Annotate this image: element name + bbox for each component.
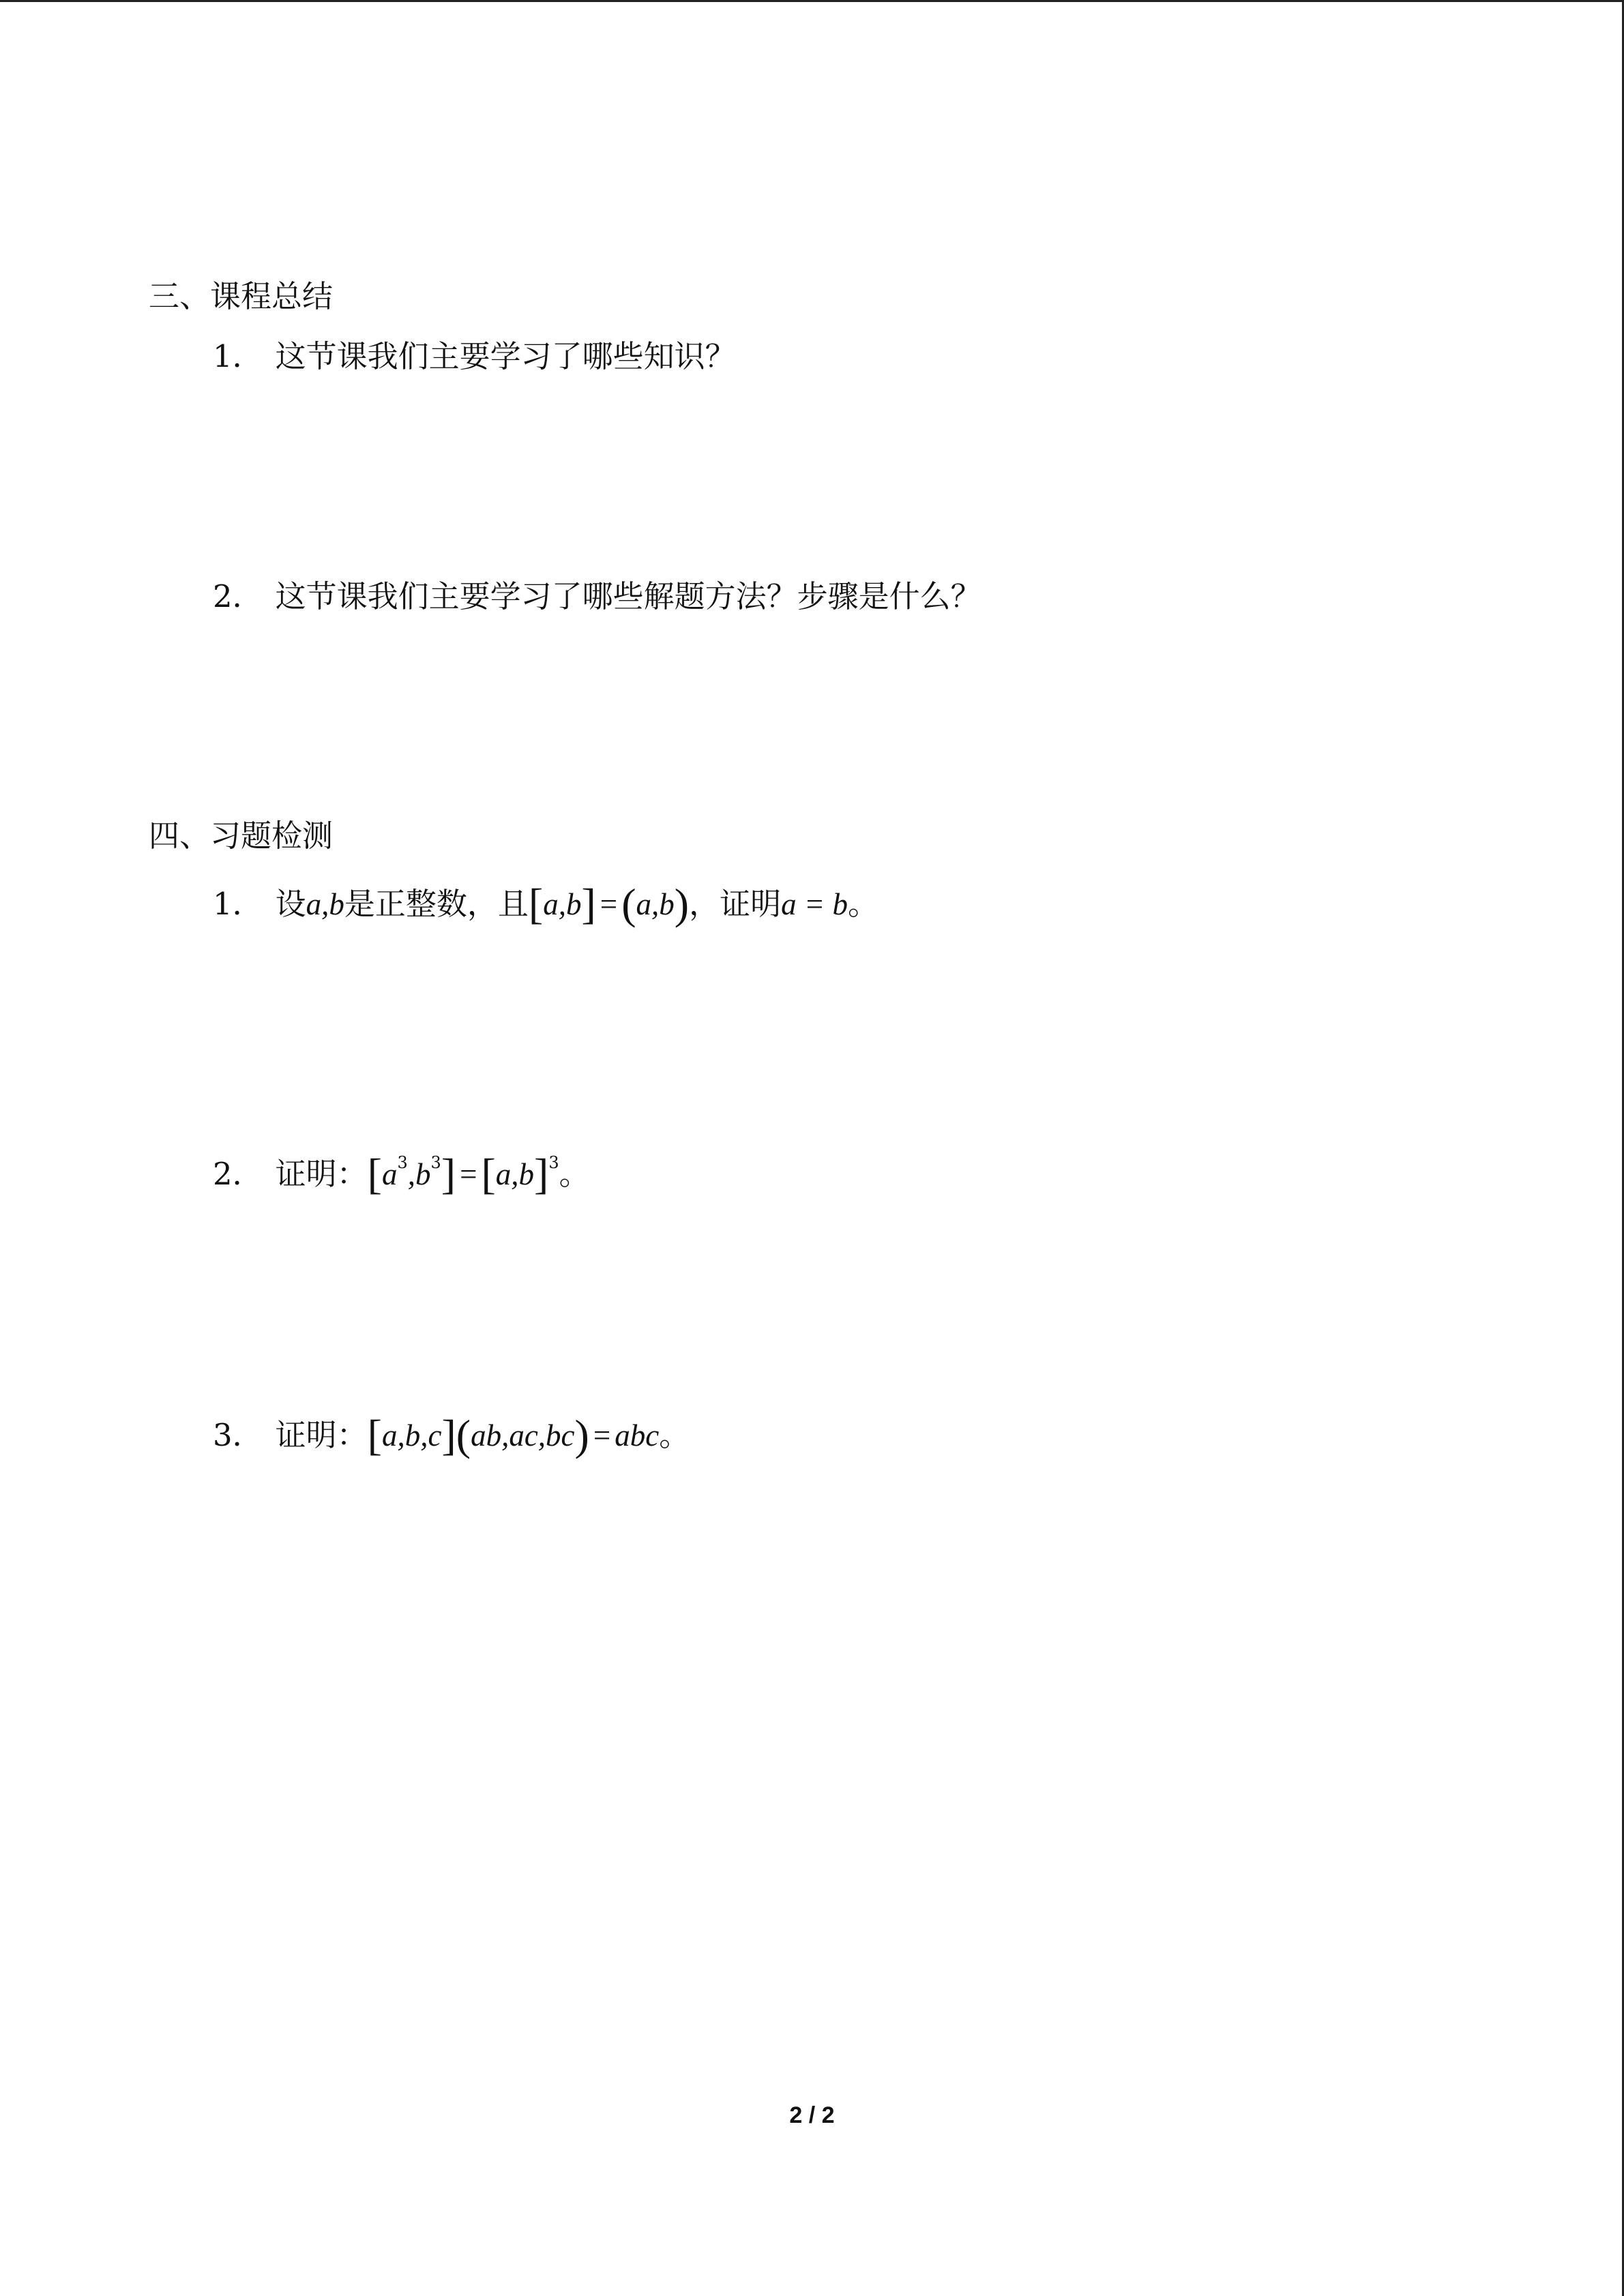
left-bracket: [: [367, 1411, 382, 1459]
right-bracket: ]: [441, 1411, 456, 1459]
right-bracket: ]: [534, 1150, 549, 1198]
right-bracket: ]: [441, 1150, 456, 1198]
question-text: 。: [659, 1417, 690, 1453]
summary-question-2: [213, 578, 981, 614]
exponent: 3: [397, 1153, 408, 1172]
math-variable: b: [415, 1157, 431, 1191]
exponent: 3: [548, 1153, 559, 1172]
equals-sign: =: [460, 1157, 477, 1191]
math-expression: a,b: [543, 887, 582, 921]
math-expression: a,b,c: [381, 1418, 442, 1452]
right-bracket: ]: [581, 880, 596, 928]
question-number: 2．: [213, 1156, 263, 1192]
question-text: 。: [847, 886, 879, 922]
math-expression: a,b: [306, 887, 344, 921]
exercise-question-2: [213, 1152, 590, 1196]
exercise-question-3: [213, 1411, 690, 1459]
question-text: 是正整数，且: [344, 886, 529, 922]
right-paren: ): [674, 880, 690, 928]
question-text: ，证明: [689, 886, 782, 922]
question-text: 设: [275, 886, 306, 922]
summary-question-1: [213, 338, 736, 374]
math-expression: a,b: [636, 887, 675, 921]
left-bracket: [: [367, 1150, 382, 1198]
section-heading-text: 三、课程总结: [149, 278, 334, 314]
left-bracket: [: [481, 1150, 496, 1198]
question-text: 证明：: [275, 1156, 368, 1192]
section-heading-text: 四、习题检测: [149, 818, 334, 854]
left-paren: (: [621, 880, 636, 928]
math-expression: ab,ac,bc: [471, 1418, 575, 1452]
section-heading-summary: [149, 278, 334, 314]
left-bracket: [: [528, 880, 544, 928]
section-heading-exercises: [149, 818, 334, 854]
math-variable: a: [381, 1157, 398, 1191]
question-number: 3．: [213, 1417, 263, 1453]
math-comma: ,: [407, 1157, 415, 1191]
question-text: 这节课我们主要学习了哪些知识？: [275, 338, 736, 374]
math-expression: a,b: [495, 1157, 535, 1191]
exercise-question-1: [213, 882, 879, 926]
math-expression: a = b: [781, 887, 848, 921]
right-paren: ): [574, 1411, 589, 1459]
left-paren: (: [456, 1411, 471, 1459]
question-text: 。: [559, 1156, 590, 1192]
page-number: 2 / 2: [789, 2102, 835, 2128]
question-number: 1．: [213, 886, 263, 922]
question-number: 2．: [213, 578, 263, 614]
equals-sign: =: [600, 887, 618, 921]
question-text: 证明：: [275, 1417, 368, 1453]
question-text: 这节课我们主要学习了哪些解题方法？步骤是什么？: [275, 578, 981, 614]
equals-sign: =: [593, 1418, 611, 1452]
math-expression: abc: [615, 1418, 660, 1452]
question-number: 1．: [213, 338, 263, 374]
exponent: 3: [430, 1153, 441, 1172]
